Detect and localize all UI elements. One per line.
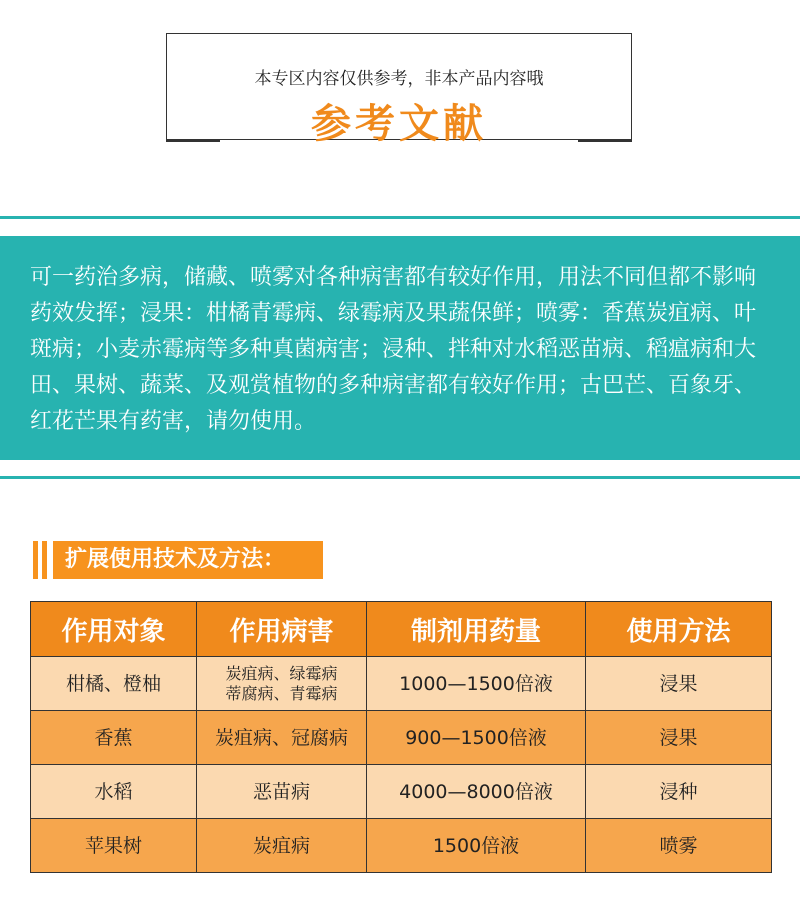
- cell-method: 浸果: [586, 711, 772, 765]
- header-note: 本专区内容仅供参考，非本产品内容哦: [254, 69, 544, 89]
- cell-dosage: 1500倍液: [367, 819, 586, 873]
- cell-target: 香蕉: [31, 711, 197, 765]
- description-band: [0, 236, 800, 460]
- cell-disease: [197, 657, 367, 711]
- table-header-row: [31, 602, 772, 657]
- cell-disease: 恶苗病: [197, 765, 367, 819]
- cell-method: 喷雾: [586, 819, 772, 873]
- usage-table: [30, 601, 772, 873]
- cell-method: 浸种: [586, 765, 772, 819]
- band-bottom-line: [0, 476, 800, 479]
- section-heading: 扩展使用技术及方法：: [53, 541, 323, 579]
- column-header-method: 使用方法: [586, 602, 772, 657]
- cell-dosage: 900—1500倍液: [367, 711, 586, 765]
- reference-header-box: [166, 33, 632, 147]
- cell-disease-line: 蒂腐病、青霉病: [225, 683, 338, 703]
- page-title: 参考文献: [311, 101, 487, 147]
- column-header-dosage: 制剂用药量: [367, 602, 586, 657]
- section-heading-bars-icon: [33, 541, 53, 579]
- cell-dosage: 4000—8000倍液: [367, 765, 586, 819]
- table-row: [31, 711, 772, 765]
- cell-target: 柑橘、橙柚: [31, 657, 197, 711]
- table-row: [31, 657, 772, 711]
- cell-target: 水稻: [31, 765, 197, 819]
- cell-disease-line: 炭疽病、绿霉病: [225, 663, 338, 683]
- cell-disease: 炭疽病: [197, 819, 367, 873]
- description-text: 可一药治多病，储藏、喷雾对各种病害都有较好作用，用法不同但都不影响药效发挥；浸果：柑橘青霉病、绿霉病及果蔬保鲜；喷雾：香蕉炭疽病、叶斑病；小麦赤霉病等多种真菌病害；浸种、拌种对水稻恶苗病、稻瘟病和大田、果树、蔬菜、及观赏植物的多种病害都有较好作用；古巴芒、百象牙、红花芒果有药害，请勿使用。: [30, 265, 757, 434]
- cell-dosage: 1000—1500倍液: [367, 657, 586, 711]
- column-header-disease: 作用病害: [197, 602, 367, 657]
- column-header-target: 作用对象: [31, 602, 197, 657]
- cell-target: 苹果树: [31, 819, 197, 873]
- table-row: [31, 819, 772, 873]
- cell-disease: 炭疽病、冠腐病: [197, 711, 367, 765]
- table-row: [31, 765, 772, 819]
- band-top-line: [0, 216, 800, 219]
- cell-method: 浸果: [586, 657, 772, 711]
